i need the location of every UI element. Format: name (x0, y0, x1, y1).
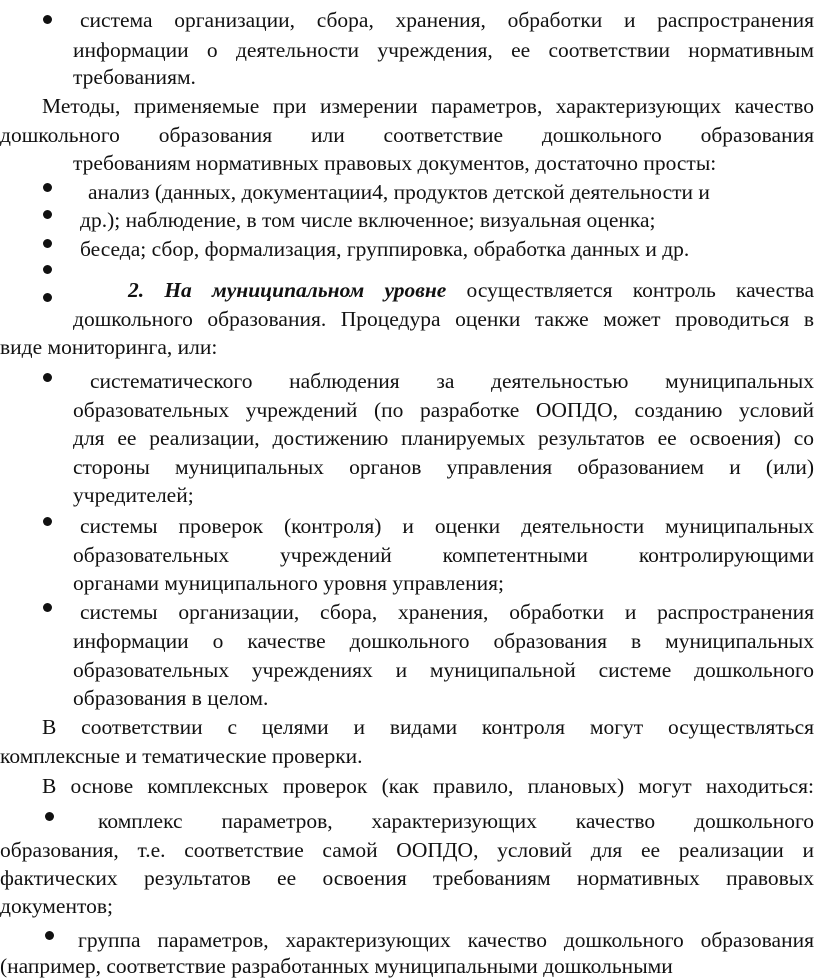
text-line: дошкольного образования или соответствие дошкольного образования (0, 123, 814, 147)
text-line: дошкольного образования. Процедура оценки также может проводиться в (73, 307, 814, 331)
text-line: образовательных учреждений (по разработке ООПДО, созданию условий (73, 398, 814, 422)
bullet-dot (43, 265, 52, 274)
text-line: В основе комплексных проверок (как правило, плановых) могут находиться: (42, 774, 814, 798)
text-line: группа параметров, характеризующих качество дошкольного образования (78, 928, 814, 952)
heading-municipal-level: 2. На муниципальном уровне (128, 278, 447, 302)
bullet-dot (45, 931, 54, 940)
text-line: беседа; сбор, формализация, группировка, обработка данных и др. (80, 237, 690, 261)
text-line: информации о деятельности учреждения, ее соответствии нормативным (73, 38, 814, 62)
text-line: требованиям. (73, 65, 196, 89)
text-line: документов; (0, 894, 113, 918)
bullet-dot (43, 603, 52, 612)
text-line: В соответствии с целями и видами контроля могут осуществляться (42, 715, 814, 739)
text-line: комплексные и тематические проверки. (0, 744, 363, 768)
text-line: виде мониторинга, или: (0, 335, 218, 359)
text-line: образования, т.е. соответствие самой ООПДО, условий для ее реализации и (0, 838, 814, 862)
bullet-dot (43, 373, 52, 382)
bullet-dot (45, 812, 54, 821)
text-line: системы проверок (контроля) и оценки деятельности муниципальных (80, 514, 814, 538)
text-line: образования в целом. (73, 686, 269, 710)
text-fragment: осуществляется контроль качества (466, 278, 815, 302)
text-line: анализ (данных, документации4, продуктов детской деятельности и (88, 180, 710, 204)
bullet-dot (43, 15, 52, 24)
bullet-dot (43, 293, 52, 302)
text-line: Методы, применяемые при измерении параметров, характеризующих качество (42, 94, 814, 118)
text-line: информации о качестве дошкольного образования в муниципальных (73, 629, 814, 653)
text-line: органами муниципального уровня управления; (73, 571, 504, 595)
text-line: система организации, сбора, хранения, обработки и распространения (80, 8, 814, 32)
text-line: др.); наблюдение, в том числе включенное; визуальная оценка; (80, 208, 656, 232)
bullet-dot (43, 517, 52, 526)
text-line: (например, соответствие разработанных муниципальными дошкольными (0, 954, 673, 978)
bullet-dot (43, 210, 52, 219)
bullet-dot (43, 239, 52, 248)
bullet-dot (43, 183, 52, 192)
text-line: комплекс параметров, характеризующих качество дошкольного (98, 809, 814, 833)
text-line: требованиям нормативных правовых документов, достаточно просты: (73, 151, 717, 175)
text-line (128, 276, 814, 304)
text-line: образовательных учреждений компетентными контролирующими (73, 543, 814, 567)
text-line: фактических результатов ее освоения требованиям нормативных правовых (0, 866, 814, 890)
text-line: стороны муниципальных органов управления образованием и (или) (73, 455, 814, 479)
text-line: для ее реализации, достижению планируемых результатов ее освоения) со (73, 426, 814, 450)
text-line: систематического наблюдения за деятельностью муниципальных (90, 369, 814, 393)
text-line: учредителей; (73, 483, 194, 507)
text-line: образовательных учреждениях и муниципальной системе дошкольного (73, 658, 814, 682)
text-line: системы организации, сбора, хранения, обработки и распространения (80, 600, 814, 624)
